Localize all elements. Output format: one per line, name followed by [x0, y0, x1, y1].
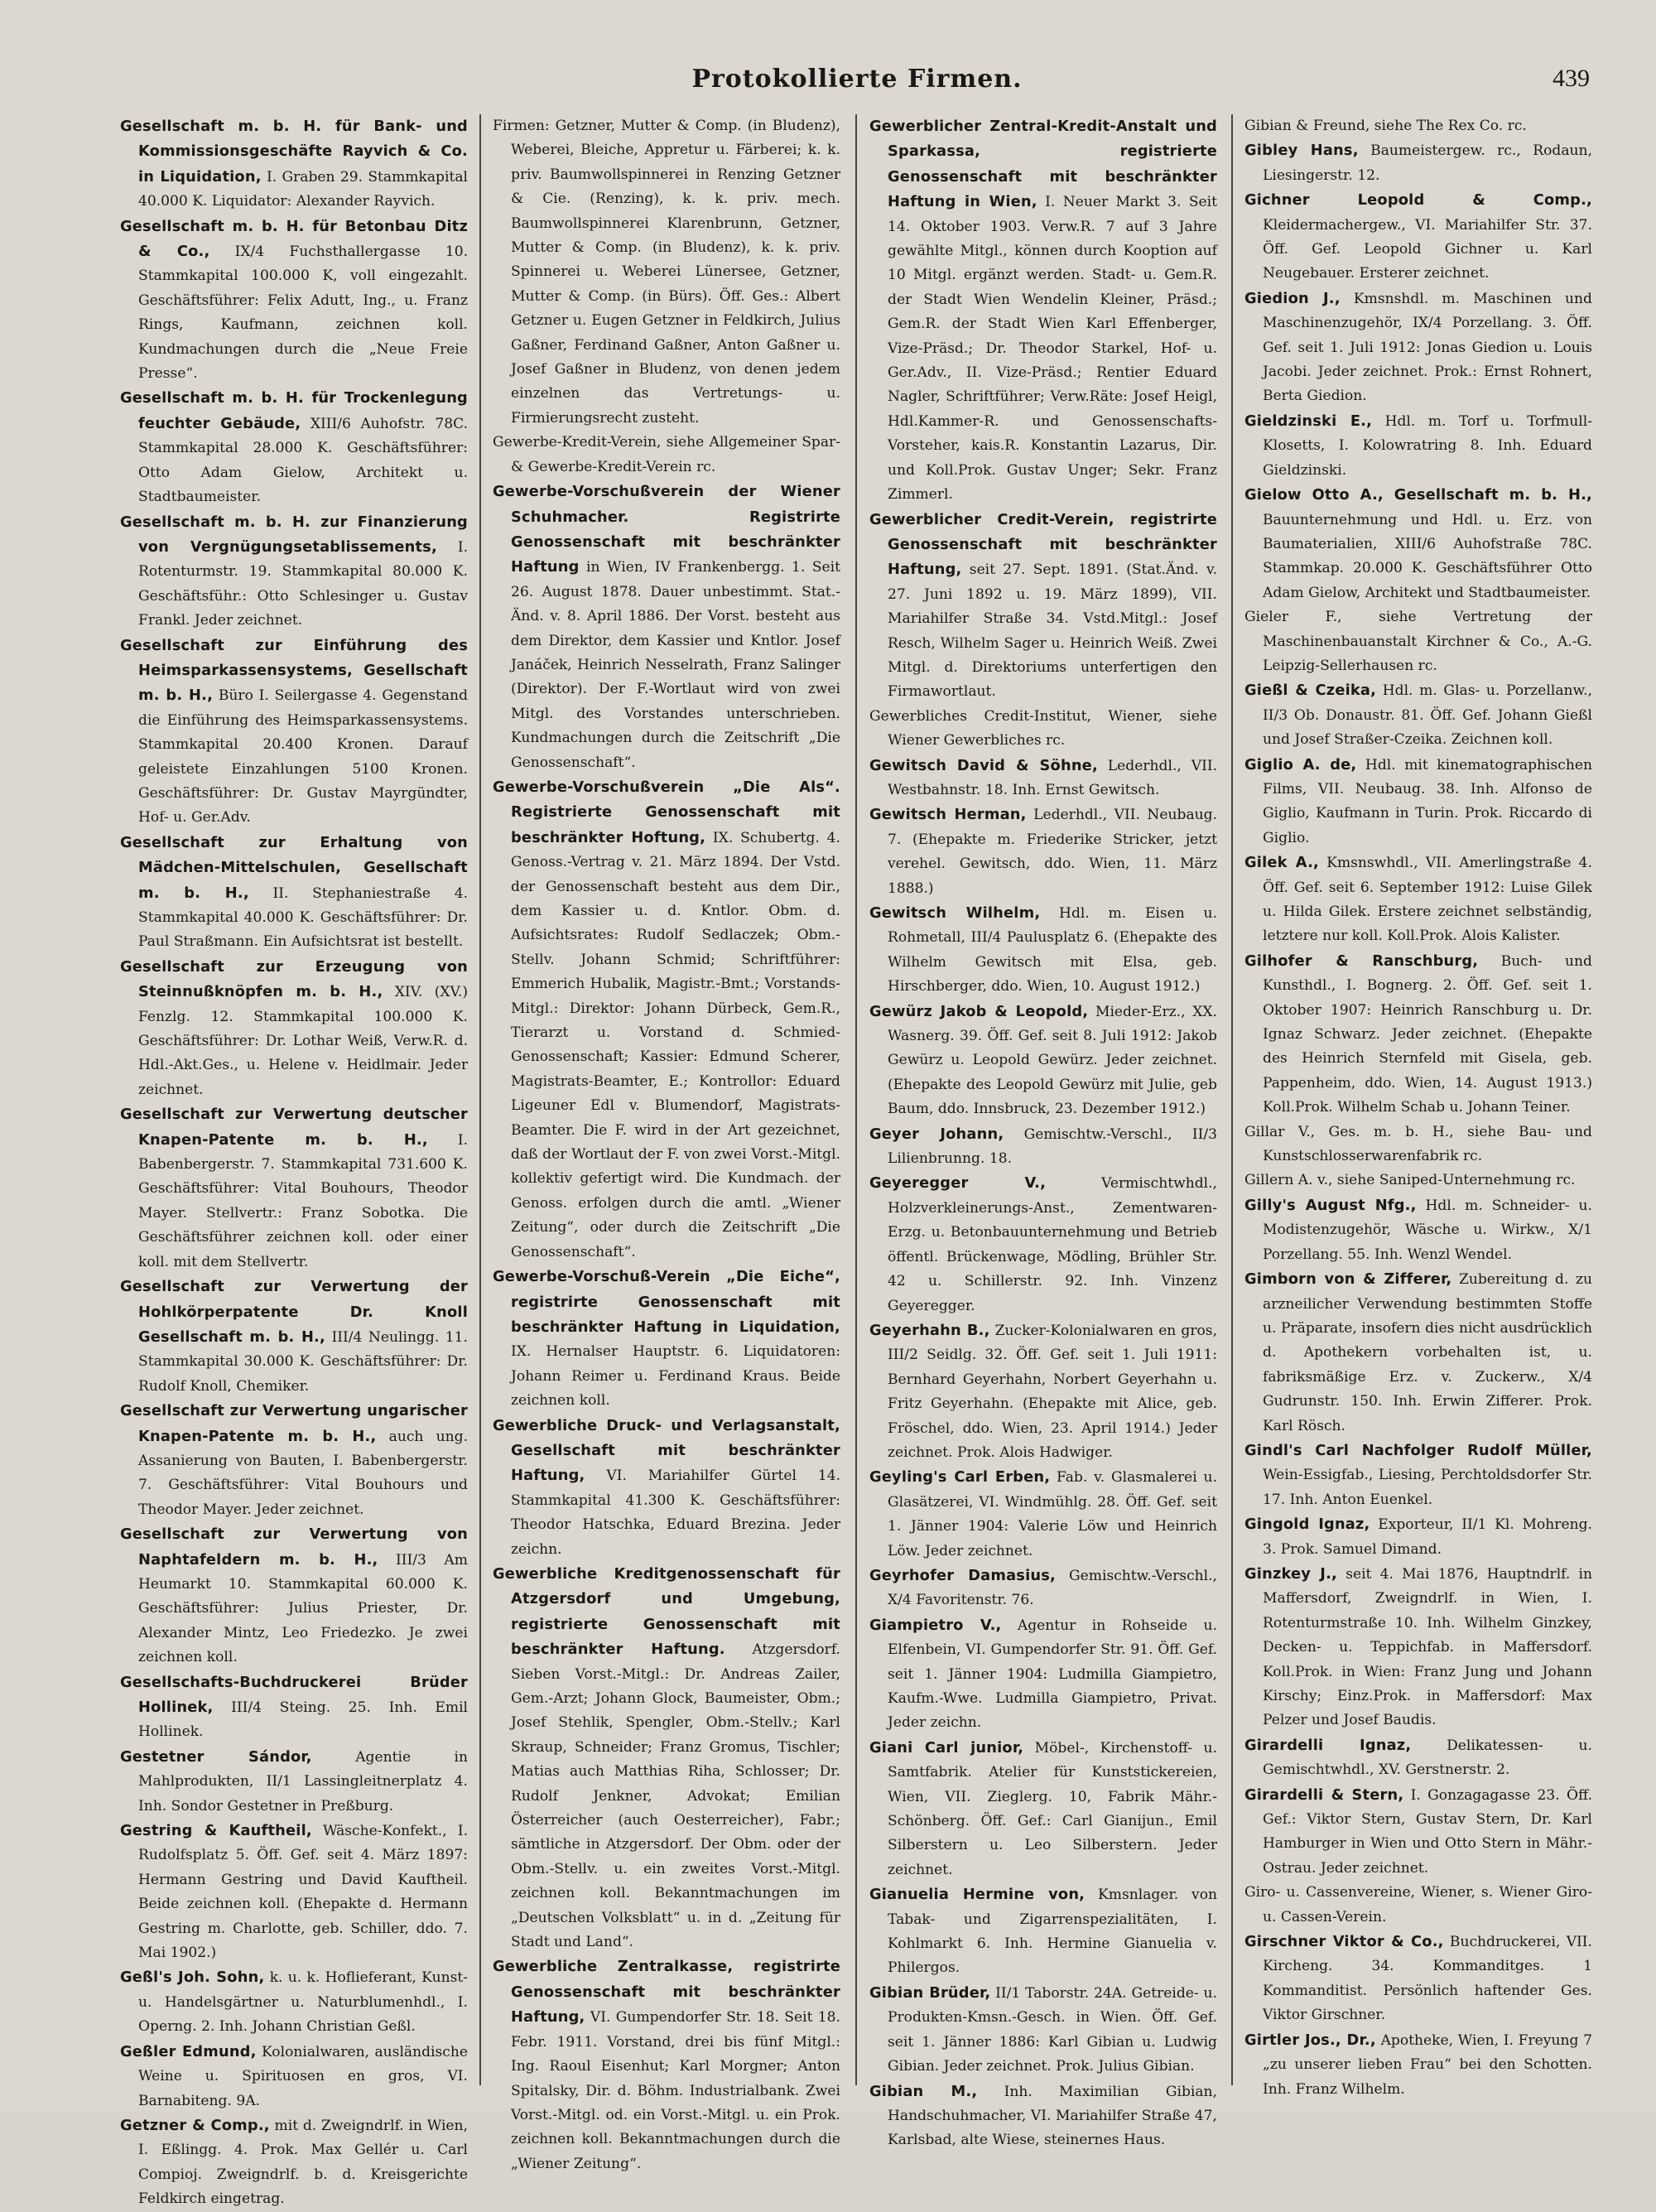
directory-entry: [869, 1736, 1217, 1882]
directory-entry: [1244, 678, 1592, 752]
directory-entry: [1244, 287, 1592, 409]
entry-details: Kmsnshdl. m. Maschinen und Maschinenzugehör, IX/4 Porzellang. 3. Öff. Gef. seit 1. Juli 1912: Jonas Giedion u. Louis Jacobi. Jeder zeichnet. Prok.: Ernst Rohnert, Berta Giedion.: [1263, 290, 1592, 405]
directory-entry: [493, 431, 840, 480]
entry-details: Hdl. m. Torf u. Torfmull-Klosetts, I. Kolowratring 8. Inh. Eduard Gieldzinski.: [1263, 412, 1592, 479]
firm-name: Gewerblicher Zentral-Kredit-Anstalt und Sparkassa, registrierte Genossenschaft mit beschränkter Haftung in Wien,: [869, 118, 1217, 211]
directory-entry: [869, 1000, 1217, 1122]
entry-details: IX. Schubertg. 4. Genoss.-Vertrag v. 21. März 1894. Der Vstd. der Genossenschaft besteht aus dem Dir., dem Kassier u. d. Kntlor. Obm. d. Aufsichtsrates: Rudolf Sedlaczek; Obm.-Stellv. Johann Schmid; Schriftführer: Emmerich Hubalik, Magistr.-Bmt.; Vorstands-Mitgl.: Direktor: Johann Dürbeck, Gem.R., Tierarzt u. Vorstand d. Schmied-Genossenschaft; Kassier: Edmund Scherer, Magistrats-Beamter, E.; Kontrollor: Eduard Ligeuner Edl v. Blumendorf, Magistrats-Beamter. Die F. wird in der Art gezeichnet, daß der Wortlaut der F. von zwei Vorst.-Mitgl. kollektiv gefertigt wird. Die Kundmach. der Genoss. erfolgen durch die amtl. „Wiener Zeitung“, oder durch die Zeitschrift „Die Genossenschaft“.: [511, 829, 840, 1260]
directory-entry: [869, 1564, 1217, 1613]
directory-entry: [1244, 1930, 1592, 2028]
firm-name: Gewitsch Herman,: [869, 806, 1027, 824]
entry-details: Kleidermachergew., VI. Mariahilfer Str. 37. Öff. Gef. Leopold Gichner u. Karl Neugebauer. Ersterer zeichnet.: [1263, 216, 1592, 282]
directory-entry: [1244, 1733, 1592, 1783]
firm-name: Gewerbe-Vorschußverein „Die Als“. Registrierte Genossenschaft mit beschränkter Hoftung,: [493, 778, 840, 846]
entry-details: Giro- u. Cassenvereine, Wiener, s. Wiener Giro- u. Cassen-Verein.: [1244, 1884, 1592, 1925]
entry-details: Zucker-Kolonialwaren en gros, III/2 Seidlg. 32. Öff. Gef. seit 1. Juli 1911: Bernhard Geyerhahn, Norbert Geyerhahn u. Fritz Geyerhahn. (Ehepakte mit Alice, geb. Fröschel, ddo. Wien, 23. April 1914.) Jeder zeichnet. Prok. Alois Hadwiger.: [888, 1322, 1217, 1461]
firm-name: Gewerbliche Kreditgenossenschaft für Atzgersdorf und Umgebung, registrierte Genossenschaft mit beschränkter Haftung.: [493, 1564, 840, 1659]
entry-details: IX/4 Fuchsthallergasse 10. Stammkapital 100.000 K, voll eingezahlt. Geschäftsführer: Felix Adutt, Ing., u. Franz Rings, Kaufmann, zeichnen koll. Kundmachungen durch die „Neue Freie Presse“.: [138, 243, 469, 383]
directory-entry: [869, 508, 1217, 705]
entry-details: Kmsnswhdl., VII. Amerlingstraße 4. Öff. Gef. seit 6. September 1912: Luise Gilek u. Hilda Gilek. Erstere zeichnet selbständig, letztere nur koll. Koll.Prok. Alois Kalister.: [1263, 855, 1592, 945]
firm-name: Gesellschaft m. b. H. für Betonbau Ditz & Co.,: [120, 217, 468, 261]
directory-entry: [1244, 851, 1592, 949]
entry-details: Zubereitung d. zu arzneilicher Verwendung bestimmten Stoffe u. Präparate, insofern dies nicht ausdrücklich d. Apothekern vorbehalten ist, u. fabriksmäßige Erz. v. Zuckerw., X/4 Gudrunstr. 150. Inh. Erwin Zifferer. Prok. Karl Rösch.: [1263, 1271, 1592, 1434]
firm-name: Gesellschaft zur Verwertung der Hohlkörperpatente Dr. Knoll Gesellschaft m. b. H.,: [120, 1278, 468, 1346]
directory-entry: [1244, 605, 1592, 678]
entry-details: in Wien, IV Frankenbergg. 1. Seit 26. August 1878. Dauer unbestimmt. Stat.-Änd. v. 8. April 1886. Der Vorst. besteht aus dem Direktor, dem Kassier und Kntlor. Josef Janáček, Heinrich Nesselrath, Franz Salinger (Direktor). Der F.-Wortlaut wird von zwei Mitgl. des Vorstandes unterschrieben. Kundmachungen durch die Zeitschrift „Die Genossenschaft“.: [511, 559, 840, 771]
entry-details: seit 27. Sept. 1891. (Stat.Änd. v. 27. Juni 1892 u. 19. März 1899), VII. Mariahilfer Straße 34. Vstd.Mitgl.: Josef Resch, Wilhelm Sager u. Heinrich Weiß. Zwei Mitgl. d. Direktoriums unterfertigen den Firmawortlaut.: [888, 561, 1218, 701]
page-header: [124, 65, 1590, 106]
entry-details: I. Gonzagagasse 23. Öff. Gef.: Viktor Stern, Gustav Stern, Dr. Karl Hamburger in Wien und Otto Stern in Mähr.-Ostrau. Jeder zeichnet.: [1263, 1786, 1592, 1877]
entry-details: Buchdruckerei, VII. Kircheng. 34. Kommanditges. 1 Kommanditist. Persönlich haftender Ges. Viktor Girschner.: [1263, 1934, 1592, 2024]
directory-entry: [869, 901, 1217, 1000]
entry-details: Gillar V., Ges. m. b. H., siehe Bau- und Kunstschlosserwarenfabrik rc.: [1244, 1123, 1592, 1165]
firm-name: Gimborn von & Zifferer,: [1244, 1270, 1452, 1289]
firm-name: Gewitsch Wilhelm,: [869, 904, 1041, 922]
entry-details: Wäsche-Konfekt., I. Rudolfsplatz 5. Öff. Gef. seit 4. März 1897: Hermann Gestring und David Kauftheil. Beide zeichnen koll. (Ehepakte d. Hermann Gestring m. Charlotte, geb. Schiller, ddo. 7. Mai 1902.): [138, 1823, 469, 1962]
directory-entry: [1244, 1169, 1592, 1193]
entry-details: k. u. k. Hoflieferant, Kunst- u. Handelsgärtner u. Naturblumenhdl., I. Operng. 2. Inh. Johann Christian Geßl.: [138, 1969, 469, 2036]
directory-entry: [120, 114, 468, 214]
directory-entry: [1244, 753, 1592, 851]
firm-name: Girtler Jos., Dr.,: [1244, 2031, 1376, 2049]
entry-details: II. Stephaniestraße 4. Stammkapital 40.000 K. Geschäftsführer: Dr. Paul Straßmann. Ein Aufsichtsrat ist bestellt.: [138, 884, 469, 951]
directory-entry: [120, 1670, 468, 1745]
firm-name: Girardelli & Stern,: [1244, 1786, 1404, 1804]
directory-entry: [1244, 2028, 1592, 2102]
directory-entry: [120, 1102, 468, 1275]
firm-name: Gichner Leopold & Comp.,: [1244, 191, 1592, 210]
entry-details: Wein-Essigfab., Liesing, Perchtoldsdorfer Str. 17. Inh. Anton Euenkel.: [1263, 1467, 1592, 1508]
directory-entry: [120, 1819, 468, 1965]
firm-name: Gewerblicher Credit-Verein, registrirte Genossenschaft mit beschränkter Haftung,: [869, 510, 1217, 579]
directory-entry: [1244, 1562, 1592, 1733]
firm-name: Gindl's Carl Nachfolger Rudolf Müller,: [1244, 1441, 1592, 1459]
entry-details: Gemischtw.-Verschl., X/4 Favoritenstr. 76.: [888, 1567, 1217, 1609]
directory-entry: [120, 1399, 468, 1522]
firm-name: Girschner Viktor & Co.,: [1244, 1933, 1444, 1951]
firm-name: Geßler Edmund,: [120, 2042, 257, 2060]
firm-name: Gesellschaft zur Verwertung ungarischer Knapen-Patente m. b. H.,: [120, 1402, 468, 1445]
entry-details: Agentur in Rohseide u. Elfenbein, VI. Gumpendorfer Str. 91. Öff. Gef. seit 1. Jänner 1904: Ludmilla Giampietro, Kaufm.-Wwe. Ludmilla Giampietro, Privat. Jeder zeichn.: [888, 1617, 1217, 1732]
column-4: [1244, 114, 1593, 2098]
entry-details: mit d. Zweigndrlf. in Wien, I. Eßlingg. 4. Prok. Max Gellér u. Carl Compioj. Zweigndrlf. b. d. Kreisgerichte Feldkirch eingetrag.: [138, 2117, 468, 2208]
directory-entry: [493, 775, 840, 1265]
directory-entry: [120, 1965, 468, 2039]
entry-details: Delikatessen- u. Gemischtwhdl., XV. Gerstnerstr. 2.: [1263, 1737, 1592, 1779]
firm-name: Gestring & Kauftheil,: [120, 1822, 312, 1840]
directory-entry: [1244, 483, 1592, 605]
directory-entry: [1244, 114, 1592, 138]
entry-details: Apotheke, Wien, I. Freyung 7 „zu unserer lieben Frau“ bei den Schotten. Inh. Franz Wilhelm.: [1263, 2031, 1592, 2098]
entry-details: Hdl. m. Schneider- u. Modistenzugehör, Wäsche u. Wirkw., X/1 Porzellang. 55. Inh. Wenzl Wendel.: [1263, 1197, 1592, 1263]
directory-entry: [1244, 1193, 1592, 1267]
directory-entry: [120, 831, 468, 955]
directory-entry: [120, 634, 468, 831]
column-1: [120, 114, 469, 2208]
directory-entry: [120, 2113, 468, 2212]
entry-details: Fab. v. Glasmalerei u. Glasätzerei, VI. Windmühlg. 28. Öff. Gef. seit 1. Jänner 1904: Valerie Löw und Heinrich Löw. Jeder zeichnet.: [888, 1469, 1218, 1559]
directory-entry: [493, 1414, 840, 1562]
column-3: [869, 114, 1218, 2149]
firm-name: Gingold Ignaz,: [1244, 1516, 1370, 1534]
firm-name: Gestetner Sándor,: [120, 1747, 312, 1766]
directory-entry: [120, 1275, 468, 1399]
directory-entry: [1244, 1267, 1592, 1439]
firm-name: Gibian Brüder,: [869, 1983, 991, 2002]
entry-details: Gemischtw.-Verschl., II/3 Lilienbrunng. 18.: [888, 1125, 1217, 1168]
firm-name: Geyer Johann,: [869, 1125, 1004, 1143]
firm-name: Giedion J.,: [1244, 289, 1341, 307]
entry-details: IX. Hernalser Hauptstr. 6. Liquidatoren: Johann Reimer u. Ferdinand Kraus. Beide zeichnen koll.: [511, 1343, 840, 1410]
entry-details: Hdl. m. Glas- u. Porzellanw., II/3 Ob. Donaustr. 81. Öff. Gef. Johann Gießl und Josef Straßer-Czeika. Zeichnen koll.: [1263, 682, 1593, 749]
entry-details: Kmsnlager. von Tabak- und Zigarrenspezialitäten, I. Kohlmarkt 6. Inh. Hermine Gianuelia v. Philergos.: [888, 1887, 1218, 1977]
entry-details: Baumeistergew. rc., Rodaun, Liesingerstr. 12.: [1263, 142, 1592, 184]
firm-name: Gibley Hans,: [1244, 142, 1359, 160]
firm-name: Geyrhofer Damasius,: [869, 1566, 1056, 1584]
directory-entry: [869, 1882, 1217, 1981]
entry-details: I. Rotenturmstr. 19. Stammkapital 80.000 K. Geschäftsführ.: Otto Schlesinger u. Gustav Frankl. Jeder zeichnet.: [138, 538, 468, 629]
entry-details: Gewerbe-Kredit-Verein, siehe Allgemeiner Spar- & Gewerbe-Kredit-Verein rc.: [493, 434, 840, 475]
firm-name: Geyling's Carl Erben,: [869, 1468, 1051, 1487]
firm-name: Geyerhahn B.,: [869, 1321, 990, 1339]
directory-entry: [120, 510, 468, 634]
entry-details: I. Babenbergerstr. 7. Stammkapital 731.600 K. Geschäftsführer: Vital Bouhours, Theodor Mayer. Stellvertr.: Franz Sobotka. Die Geschäftsführer zeichnen koll. oder einer koll. mit dem Stellvertr.: [138, 1131, 468, 1270]
directory-entry: [1244, 1881, 1592, 1930]
directory-entry: [869, 705, 1217, 754]
firm-name: Giani Carl junior,: [869, 1738, 1024, 1757]
directory-entry: [869, 1318, 1217, 1465]
firm-name: Gesellschaft zur Erzeugung von Steinnußknöpfen m. b. H.,: [120, 957, 468, 1001]
entry-details: Lederhdl., VII. Westbahnstr. 18. Inh. Ernst Gewitsch.: [888, 757, 1218, 798]
entry-details: XIII/6 Auhofstr. 78C. Stammkapital 28.000 K. Geschäftsführer: Otto Adam Gielow, Architekt u. Stadtbaumeister.: [138, 415, 469, 506]
directory-entry: [493, 1265, 840, 1413]
directory-entry: [120, 1745, 468, 1819]
directory-entry: [493, 114, 840, 431]
entry-details: Firmen: Getzner, Mutter & Comp. (in Bludenz), Weberei, Bleiche, Appretur u. Färberei; k. k. priv. Baumwollspinnerei in Renzing Getzner & Cie. (Renzing), k. k. priv. mech. Baumwollspinnerei Klarenbrunn, Getzner, Mutter & Comp. (in Bludenz), k. k. priv. Spinnerei u. Weberei Lünersee, Getzner, Mutter & Comp. (in Bürs). Öff. Ges.: Albert Getzner u. Eugen Getzner in Feldkirch, Julius Gaßner, Ferdinand Gaßner, Anton Gaßner u. Josef Gaßner in Bludenz, von denen jedem einzelnen das Vertretungs- u. Firmierungsrecht zusteht.: [493, 118, 840, 426]
firm-name: Gesellschaft m. b. H. für Bank- und Kommissionsgeschäfte Rayvich & Co. in Liquidation,: [120, 118, 468, 186]
firm-name: Gibian M.,: [869, 2082, 978, 2100]
directory-entry: [1244, 1783, 1592, 1882]
directory-entry: [869, 1981, 1217, 2079]
firm-name: Gielow Otto A., Gesellschaft m. b. H.,: [1244, 486, 1592, 504]
entry-details: III/4 Steing. 25. Inh. Emil Hollinek.: [138, 1699, 469, 1741]
column-rule: [479, 114, 481, 2085]
entry-details: Hdl. m. Eisen u. Rohmetall, III/4 Paulusplatz 6. (Ehepakte des Wilhelm Gewitsch mit Elsa, geb. Hirschberger, ddo. Wien, 10. August 1912.): [888, 905, 1218, 995]
directory-entry: [869, 114, 1217, 508]
entry-details: Atzgersdorf. Sieben Vorst.-Mitgl.: Dr. Andreas Zailer, Gem.-Arzt; Johann Glock, Baumeister, Obm.; Josef Stehlik, Spengler, Obm.-Stellv.; Karl Skraup, Schneider; Franz Gromus, Tischler; Matias auch Matthias Riha, Schlosser; Dr. Rudolf Jenkner, Advokat; Emilian Österreicher (auch Oesterreicher), Fabr.; sämtliche in Atzgersdorf. Der Obm. oder der Obm.-Stellv. u. ein zweites Vorst.-Mitgl. zeichnen koll. Bekanntmachungen im „Deutschen Volksblatt“ u. in d. „Zeitung für Stadt und Land“.: [511, 1641, 840, 1951]
firm-name: Gesellschaft m. b. H. zur Finanzierung von Vergnügungsetablissements,: [120, 513, 468, 556]
column-rule: [1231, 114, 1233, 2085]
entry-details: Kolonialwaren, ausländische Weine u. Spirituosen en gros, VI. Barnabiteng. 9A.: [138, 2043, 468, 2109]
directory-entry: [493, 1954, 840, 2176]
directory-entry: [869, 754, 1217, 803]
firm-name: Gewerbe-Vorschuß-Verein „Die Eiche“, registrirte Genossenschaft mit beschränkter Haftung in Liquidation,: [493, 1268, 840, 1336]
entry-details: I. Graben 29. Stammkapital 40.000 K. Liquidator: Alexander Rayvich.: [138, 168, 468, 210]
entry-details: I. Neuer Markt 3. Seit 14. Oktober 1903. Verw.R. 7 auf 3 Jahre gewählte Mitgl., können durch Kooption auf 10 Mitgl. ergänzt werden. Stadt- u. Gem.R. der Stadt Wien Wendelin Kleiner, Präsd.; Gem.R. der Stadt Wien Karl Effenberger, Vize-Präsd.; Dr. Theodor Starkel, Hof- u. Ger.Adv., II. Vize-Präsd.; Rentier Eduard Nagler, Schriftführer; Verw.Räte: Josef Heigl, Hdl.Kammer-R. und Genossenschafts-Vorsteher, kais.R. Konstantin Lazarus, Dir. und Koll.Prok. Gustav Unger; Sekr. Franz Zimmerl.: [888, 194, 1217, 504]
entry-details: Gewerbliches Credit-Institut, Wiener, siehe Wiener Gewerbliches rc.: [869, 707, 1217, 749]
directory-entry: [1244, 188, 1592, 287]
entry-details: Bauunternehmung und Hdl. u. Erz. von Baumaterialien, XIII/6 Auhofstraße 78C. Stammkap. 20.000 K. Geschäftsführer Otto Adam Gielow, Architekt und Stadtbaumeister.: [1263, 511, 1592, 601]
directory-entry: [120, 2040, 468, 2113]
firm-name: Gewürz Jakob & Leopold,: [869, 1002, 1089, 1020]
entry-details: III/3 Am Heumarkt 10. Stammkapital 60.000 K. Geschäftsführer: Julius Priester, Dr. Alexander Mintz, Leo Friedezko. Je zwei zeichnen koll.: [138, 1551, 468, 1666]
directory-entry: [1244, 138, 1592, 188]
entry-details: Mieder-Erz., XX. Wasnerg. 39. Öff. Gef. seit 8. Juli 1912: Jakob Gewürz u. Leopold Gewürz. Jeder zeichnet. (Ehepakte des Leopold Gewürz mit Julie, geb Baum, ddo. Innsbruck, 23. Dezember 1912.): [888, 1003, 1217, 1118]
entry-details: seit 4. Mai 1876, Hauptndrlf. in Maffersdorf, Zweigndrlf. in Wien, I. Rotenturmstraße 10. Inh. Wilhelm Ginzkey, Decken- u. Teppichfab. in Maffersdorf. Koll.Prok. in Wien: Franz Jung und Johann Kirschy; Einz.Prok. in Maffersdorf: Max Pelzer und Josef Baudis.: [1263, 1565, 1592, 1729]
entry-details: Gillern A. v., siehe Saniped-Unternehmung rc.: [1244, 1172, 1576, 1189]
entry-details: auch ung. Assanierung von Bauten, I. Babenbergerstr. 7. Geschäftsführer: Vital Bouhours und Theodor Mayer. Jeder zeichnet.: [138, 1428, 468, 1518]
firm-name: Gieldzinski E.,: [1244, 412, 1373, 430]
entry-details: Hdl. mit kinematographischen Films, VII. Neubaug. 38. Inh. Alfonso de Giglio, Kaufmann in Turin. Prok. Riccardo di Giglio.: [1263, 756, 1592, 846]
page-title: Protokollierte Firmen.: [691, 65, 1023, 94]
firm-name: Gesellschafts-Buchdruckerei Brüder Hollinek,: [120, 1673, 468, 1716]
firm-name: Gewerbliche Zentralkasse, registrirte Genossenschaft mit beschränkter Haftung,: [493, 1958, 840, 2026]
directory-entry: [493, 480, 840, 775]
firm-name: Gewitsch David & Söhne,: [869, 756, 1098, 774]
firm-name: Geßl's Joh. Sohn,: [120, 1969, 265, 1987]
entry-details: II/1 Taborstr. 24A. Getreide- u. Produkten-Kmsn.-Gesch. in Wien. Öff. Gef. seit 1. Jänner 1886: Karl Gibian u. Ludwig Gibian. Jeder zeichnet. Prok. Julius Gibian.: [888, 1984, 1217, 2075]
entry-details: Lederhdl., VII. Neubaug. 7. (Ehepakte m. Friederike Stricker, jetzt verehel. Gewitsch, ddo. Wien, 11. März 1888.): [888, 807, 1218, 897]
firm-name: Ginzkey J.,: [1244, 1564, 1337, 1583]
entry-details: VI. Gumpendorfer Str. 18. Seit 18. Febr. 1911. Vorstand, drei bis fünf Mitgl.: Ing. Raoul Eisenhut; Karl Morgner; Anton Spitalsky, Dir. d. Böhm. Industrialbank. Zwei Vorst.-Mitgl. od. ein Vorst.-Mitgl. u. ein Prok. zeichnen koll. Bekanntmachungen durch die „Wiener Zeitung“.: [511, 2009, 840, 2172]
firm-name: Girardelli Ignaz,: [1244, 1736, 1412, 1754]
firm-name: Gewerbliche Druck- und Verlagsanstalt, Gesellschaft mit beschränkter Haftung,: [493, 1416, 840, 1485]
directory-entry: [1244, 409, 1592, 483]
entry-details: Vermischtwhdl., Holzverkleinerungs-Anst., Zementwaren-Erzg. u. Betonbauunternehmung und Betrieb öffentl. Brückenwage, Mödling, Brühler Str. 42 u. Schillerstr. 92. Inh. Vinzenz Geyeregger.: [888, 1175, 1217, 1314]
firm-name: Giampietro V.,: [869, 1616, 1002, 1634]
directory-entry: [120, 214, 468, 387]
directory-entry: [869, 1613, 1217, 1736]
directory-entry: [869, 802, 1217, 901]
firm-name: Giglio A. de,: [1244, 755, 1357, 773]
entry-details: VI. Mariahilfer Gürtel 14. Stammkapital 41.300 K. Geschäftsführer: Theodor Hatschka, Eduard Brezina. Jeder zeichn.: [511, 1467, 841, 1558]
directory-entry: [1244, 1512, 1592, 1562]
firm-name: Gianuelia Hermine von,: [869, 1886, 1086, 1904]
entry-details: III/4 Neulingg. 11. Stammkapital 30.000 K. Geschäftsführer: Dr. Rudolf Knoll, Chemiker.: [138, 1328, 468, 1395]
entry-details: Gibian & Freund, siehe The Rex Co. rc.: [1244, 118, 1527, 134]
directory-entry: [869, 1122, 1217, 1172]
firm-name: Gesellschaft zur Verwertung deutscher Knapen-Patente m. b. H.,: [120, 1106, 468, 1149]
directory-entry: [869, 1465, 1217, 1564]
firm-name: Gesellschaft zur Verwertung von Naphtafeldern m. b. H.,: [120, 1525, 468, 1569]
entry-details: Gieler F., siehe Vertretung der Maschinenbauanstalt Kirchner & Co., A.-G. Leipzig-Sellerhausen rc.: [1244, 609, 1592, 674]
entry-details: XIV. (XV.) Fenzlg. 12. Stammkapital 100.000 K. Geschäftsführer: Dr. Lothar Weiß, Verw.R. d. Hdl.-Akt.Ges., u. Helene v. Heidlmair. Jeder zeichnet.: [138, 984, 468, 1098]
directory-entry: [1244, 949, 1592, 1120]
firm-name: Gießl & Czeika,: [1244, 682, 1377, 700]
directory-entry: [120, 1522, 468, 1670]
entry-details: Büro I. Seilergasse 4. Gegenstand die Einführung des Heimsparkassensystems. Stammkapital 20.400 Kronen. Darauf geleistete Einzahlungen 5100 Kronen. Geschäftsführer: Dr. Gustav Mayrgündter, Hof- u. Ger.Adv.: [138, 687, 469, 826]
directory-entry: [869, 2079, 1217, 2153]
firm-name: Gilek A.,: [1244, 854, 1319, 872]
directory-entry: [120, 955, 468, 1102]
firm-name: Geyeregger V.,: [869, 1174, 1047, 1193]
firm-name: Gewerbe-Vorschußverein der Wiener Schuhmacher. Registrirte Genossenschaft mit beschränkter Haftung: [493, 483, 840, 576]
firm-name: Gesellschaft zur Einführung des Heimsparkassensystems, Gesellschaft m. b. H.,: [120, 636, 468, 705]
directory-entry: [493, 1562, 840, 1955]
firm-name: Gesellschaft m. b. H. für Trockenlegung feuchter Gebäude,: [120, 389, 468, 432]
directory-entry: [1244, 1439, 1592, 1512]
firm-name: Gilhofer & Ranschburg,: [1244, 952, 1479, 970]
firm-name: Gesellschaft zur Erhaltung von Mädchen-Mittelschulen, Gesellschaft m. b. H.,: [120, 833, 468, 902]
entry-details: Agentie in Mahlprodukten, II/1 Lassingleitnerplatz 4. Inh. Sondor Gestetner in Preßburg.: [138, 1748, 469, 1814]
directory-entry: [1244, 1120, 1592, 1169]
entry-details: Möbel-, Kirchenstoff- u. Samtfabrik. Atelier für Kunststickereien, Wien, VII. Zieglerg. 10, Fabrik Mähr.-Schönberg. Öff. Gef.: Carl Gianijun., Emil Silberstern u. Leo Silberstern. Jeder zeichnet.: [888, 1739, 1217, 1878]
directory-entry: [869, 1171, 1217, 1318]
page-number: 439: [1552, 65, 1590, 92]
firm-name: Getzner & Comp.,: [120, 2116, 270, 2134]
column-rule: [855, 114, 857, 2085]
directory-entry: [120, 386, 468, 509]
entry-details: Buch- und Kunsthdl., I. Bognerg. 2. Öff. Gef. seit 1. Oktober 1907: Heinrich Ranschburg u. Dr. Ignaz Schwarz. Jeder zeichnet. (Ehepakte des Heinrich Sternfeld mit Gisela, geb. Pappenheim, ddo. Wien, 14. August 1913.) Koll.Prok. Wilhelm Schab u. Johann Teiner.: [1263, 952, 1592, 1116]
firm-name: Gilly's August Nfg.,: [1244, 1196, 1417, 1214]
column-2: [493, 114, 841, 2172]
entry-details: Inh. Maximilian Gibian, Handschuhmacher, VI. Mariahilfer Straße 47, Karlsbad, alte Wiese, steinernes Haus.: [888, 2083, 1217, 2149]
directory-columns: [120, 114, 1594, 2208]
entry-details: Exporteur, II/1 Kl. Mohreng. 3. Prok. Samuel Dimand.: [1263, 1516, 1592, 1558]
